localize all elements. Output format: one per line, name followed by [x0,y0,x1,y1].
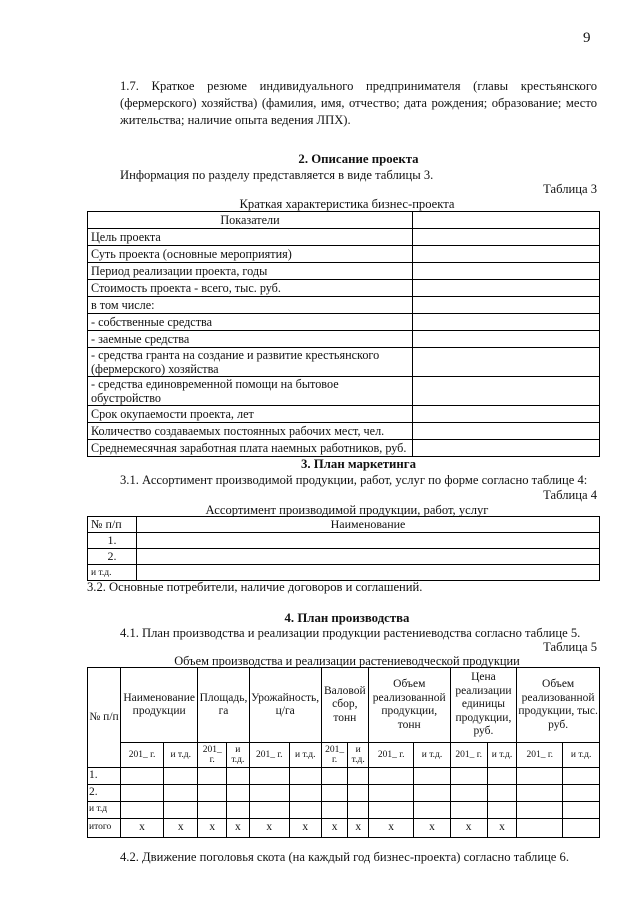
table-5-col-sold-rub: Объем реализованной продукции, тыс. руб. [517,668,600,743]
table-3-row [88,423,600,440]
table-5-cell [368,768,414,785]
table-5-col-num: № п/п [88,668,121,768]
table-5-cross-cell: x [164,819,198,838]
table-3-indicator: Срок окупаемости проекта, лет [88,406,413,423]
table-3-value-cell [413,229,600,246]
table-5-cell [249,802,289,819]
table-5-label: Таблица 5 [543,640,597,654]
section-4-1-text: 4.1. План производства и реализации продукции растениеводства согласно таблице 5. [120,626,581,640]
table-5-cell [563,785,600,802]
table-5-row-number: 1. [88,768,121,785]
table-4-row-number: и т.д. [88,565,137,581]
table-5-header-row [88,668,600,743]
table-3-indicator: Период реализации проекта, годы [88,263,413,280]
table-3 [87,211,600,457]
section-3-heading: 3. План маркетинга [300,457,417,471]
table-5-cross-cell: x [368,819,414,838]
table-3-row [88,297,600,314]
table-3-value-cell [413,377,600,406]
table-5 [87,667,600,838]
table-3-value-cell [413,246,600,263]
table-5-cross-cell: x [321,819,348,838]
table-5-cross-cell: x [450,819,487,838]
table-5-cell [563,802,600,819]
table-5-etc-cell: и т.д. [414,743,450,768]
table-5-cell [289,768,321,785]
table-5-cell [414,768,450,785]
table-5-cell [121,785,164,802]
table-5-cell [414,785,450,802]
table-5-row-number: итого [88,819,121,838]
table-3-value-cell [413,440,600,457]
table-3-value-cell [413,348,600,377]
table-5-year-cell: 201_ г. [249,743,289,768]
table-3-row [88,377,600,406]
table-5-cell [321,768,348,785]
table-5-cell [487,785,517,802]
table-5-col-sold-tons: Объем реализованной продукции, тонн [368,668,450,743]
section-2-intro: Информация по разделу представляется в виде таблицы 3. [120,168,434,182]
table-3-indicator: Среднемесячная заработная плата наемных работников, руб. [88,440,413,457]
table-5-cell [164,768,198,785]
table-5-row-number: и т.д [88,802,121,819]
table-4 [87,516,600,581]
table-5-cell [450,768,487,785]
section-1-7-text: 1.7. Краткое резюме индивидуального предпринимателя (главы крестьянского (фермерского) хозяйства) (фамилия, имя, отчество; дата рождения; образование; место жительства; наличие опыта ведения ЛПХ). [120,79,597,127]
table-5-cell [289,785,321,802]
table-3-row [88,229,600,246]
table-4-row [88,549,600,565]
table-5-cell [450,802,487,819]
table-5-cell [517,768,563,785]
table-5-cell [517,785,563,802]
table-5-col-product: Наименование продукции [121,668,198,743]
table-5-subheader-row [88,743,600,768]
table-5-cross-cell: x [198,819,227,838]
table-4-name-cell [137,549,600,565]
table-5-cross-cell: x [227,819,250,838]
table-4-header-row [88,517,600,533]
section-4-heading: 4. План производства [284,611,410,625]
table-5-row [88,785,600,802]
table-4-name-cell [137,533,600,549]
table-3-row [88,314,600,331]
table-5-year-cell: 201_ г. [321,743,348,768]
table-3-value-cell [413,280,600,297]
table-5-row [88,802,600,819]
table-3-header-row [88,212,600,229]
table-5-cross-cell: x [289,819,321,838]
table-5-col-yield: Урожайность, ц/га [249,668,321,743]
section-3-1-text: 3.1. Ассортимент производимой продукции, работ, услуг по форме согласно таблице 4: [120,473,588,487]
table-5-cell [487,802,517,819]
table-5-etc-cell: и т.д. [227,743,250,768]
table-4-title: Ассортимент производимой продукции, работ, услуг [205,503,489,517]
table-3-label: Таблица 3 [543,182,597,196]
table-5-cell [348,785,368,802]
table-4-row-number: 1. [88,533,137,549]
table-3-indicator: - средства гранта на создание и развитие крестьянского (фермерского) хозяйства [88,348,413,377]
table-3-indicator: - собственные средства [88,314,413,331]
table-5-cross-cell: x [249,819,289,838]
table-5-etc-cell: и т.д. [563,743,600,768]
table-5-cell [121,768,164,785]
table-5-cell [198,785,227,802]
table-5-col-gross: Валовой сбор, тонн [321,668,368,743]
table-5-row [88,768,600,785]
table-3-indicator: Суть проекта (основные мероприятия) [88,246,413,263]
table-3-indicator: в том числе: [88,297,413,314]
table-5-cell [563,819,600,838]
table-5-etc-cell: и т.д. [164,743,198,768]
table-3-row [88,406,600,423]
table-5-cell [348,802,368,819]
table-5-cell [227,785,250,802]
table-3-value-cell [413,406,600,423]
table-3-indicator: Цель проекта [88,229,413,246]
table-3-row [88,280,600,297]
table-3-indicator: Стоимость проекта - всего, тыс. руб. [88,280,413,297]
table-3-indicator: Количество создаваемых постоянных рабочих мест, чел. [88,423,413,440]
table-4-row-number: 2. [88,549,137,565]
table-4-row [88,565,600,581]
table-3-row [88,246,600,263]
table-5-year-cell: 201_ г. [450,743,487,768]
table-4-label: Таблица 4 [543,488,597,502]
table-5-row-number: 2. [88,785,121,802]
section-3-2-text: 3.2. Основные потребители, наличие договоров и соглашений. [87,580,423,594]
table-3-indicator: - заемные средства [88,331,413,348]
table-5-year-cell: 201_ г. [198,743,227,768]
table-5-cell [517,802,563,819]
table-5-cell [164,785,198,802]
table-5-title: Объем производства и реализации растениеводческой продукции [174,654,520,668]
table-5-cell [249,785,289,802]
table-5-col-area: Площадь, га [198,668,249,743]
table-3-value-cell [413,263,600,280]
table-5-cell [289,802,321,819]
table-5-cell [164,802,198,819]
table-5-cell [368,802,414,819]
table-5-cell [450,785,487,802]
table-5-cell [487,768,517,785]
table-5-cell [321,802,348,819]
table-3-indicator: - средства единовременной помощи на бытовое обустройство [88,377,413,406]
table-4-col-name: Наименование [137,517,600,533]
table-5-row [88,819,600,838]
table-4-col-num: № п/п [88,517,137,533]
page-number: 9 [583,30,591,46]
table-3-value-cell [413,423,600,440]
table-4-row [88,533,600,549]
table-5-cell [121,802,164,819]
table-3-row [88,331,600,348]
table-5-col-price: Цена реализации единицы продукции, руб. [450,668,517,743]
table-4-name-cell [137,565,600,581]
table-5-cell [321,785,348,802]
table-5-cross-cell: x [121,819,164,838]
table-5-year-cell: 201_ г. [517,743,563,768]
table-5-cross-cell: x [414,819,450,838]
table-5-cross-cell: x [487,819,517,838]
table-5-cross-cell: x [348,819,368,838]
table-3-value-header [413,212,600,229]
table-5-etc-cell: и т.д. [487,743,517,768]
table-3-row [88,348,600,377]
table-5-cell [414,802,450,819]
table-3-row [88,263,600,280]
table-5-cell [198,768,227,785]
section-4-2-text: 4.2. Движение поголовья скота (на каждый год бизнес-проекта) согласно таблице 6. [120,850,569,864]
table-5-cell [227,802,250,819]
section-2-heading: 2. Описание проекта [298,152,419,166]
table-5-etc-cell: и т.д. [289,743,321,768]
table-3-value-cell [413,314,600,331]
table-3-value-cell [413,297,600,314]
table-5-year-cell: 201_ г. [368,743,414,768]
table-3-header: Показатели [88,212,413,229]
table-5-cell [227,768,250,785]
table-3-row [88,440,600,457]
table-5-year-cell: 201_ г. [121,743,164,768]
table-5-cell [368,785,414,802]
table-5-etc-cell: и т.д. [348,743,368,768]
table-3-value-cell [413,331,600,348]
table-5-cell [563,768,600,785]
table-5-cell [348,768,368,785]
table-5-cell [517,819,563,838]
table-3-title: Краткая характеристика бизнес-проекта [239,197,455,211]
table-5-cell [249,768,289,785]
table-5-cell [198,802,227,819]
